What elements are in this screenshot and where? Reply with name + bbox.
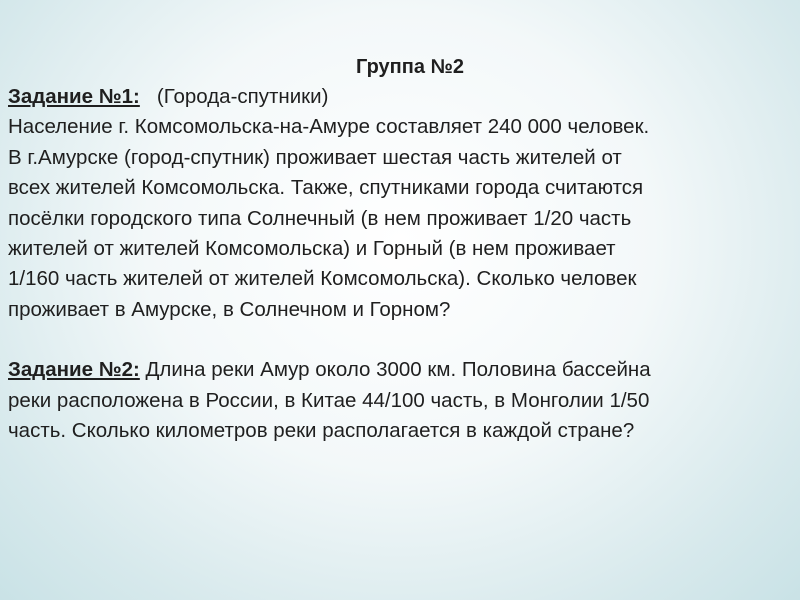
- task-2-first-line: Длина реки Амур около 3000 км. Половина бассейна: [139, 358, 651, 382]
- slide-content: [8, 52, 792, 446]
- task-1-line: 1/160 часть жителей от жителей Комсомольска). Сколько человек: [8, 267, 637, 291]
- task-2-heading-line: [8, 355, 792, 385]
- task-2-line: часть. Сколько километров реки располагается в каждой стране?: [8, 419, 635, 443]
- task-1-line: всех жителей Комсомольска. Также, спутниками города считаются: [8, 176, 644, 200]
- task-1-line: посёлки городского типа Солнечный (в нем проживает 1/20 часть: [8, 206, 632, 230]
- page-title: Группа №2: [356, 56, 464, 78]
- task-1-line: В г.Амурске (город-спутник) проживает шестая часть жителей от: [8, 145, 622, 169]
- task-1-subtitle: (Города-спутники): [139, 85, 329, 108]
- paragraph-spacer: [8, 325, 792, 355]
- task-2-line: реки расположена в России, в Китае 44/100 часть, в Монголии 1/50: [8, 388, 650, 412]
- task-1-line: проживает в Амурске, в Солнечном и Горном?: [8, 297, 451, 321]
- task-1-line: Население г. Комсомольска-на-Амуре составляет 240 000 человек.: [8, 115, 650, 139]
- task-1-heading-line: [8, 82, 792, 112]
- task-1: [8, 82, 792, 325]
- task-1-line: жителей от жителей Комсомольска) и Горный (в нем проживает: [8, 237, 616, 261]
- task-1-heading: Задание №1:: [8, 85, 140, 108]
- task-2-heading: Задание №2:: [8, 358, 140, 382]
- task-2: [8, 355, 792, 446]
